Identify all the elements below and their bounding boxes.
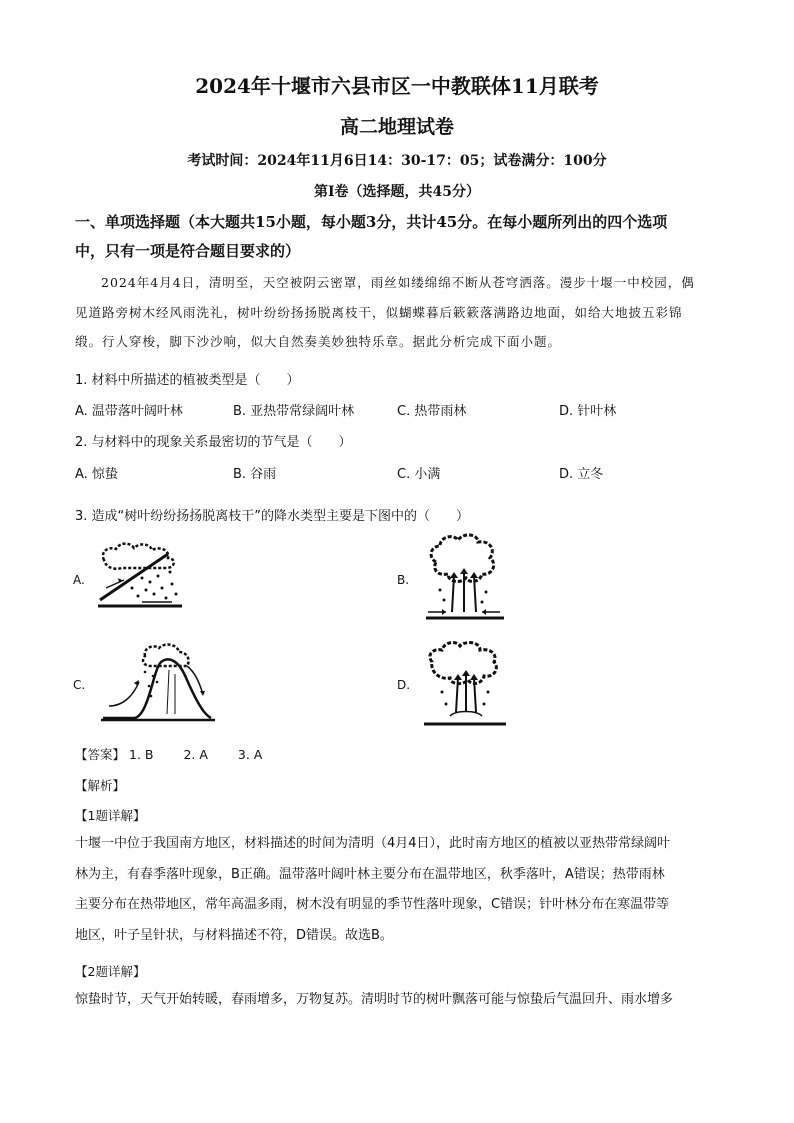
q1-option-a: A. 温带落叶阔叶林 xyxy=(75,404,183,419)
q2-option-b: B. 谷雨 xyxy=(233,467,277,482)
question-1-stem: 1. 材料中所描述的植被类型是（ ） xyxy=(75,373,300,388)
passage-line2: 见道路旁树木经风雨洗礼，树叶纷纷扬扬脱离枝干，似蝴蝶暮后簌簌落满路边地面，如给大地披五彩锦 xyxy=(75,304,683,320)
question-3-stem: 3. 造成“树叶纷纷扬扬脱离枝干”的降水类型主要是下图中的（ ） xyxy=(75,509,470,524)
passage-line1: 2024年4月4日，清明至，天空被阴云密罩，雨丝如缕绵绵不断从苍穹洒落。漫步十堰一中校园，偶 xyxy=(101,275,695,290)
answer-3: 3. A xyxy=(237,747,263,762)
q1-analysis-line: 主要分布在热带地区，常年高温多雨，树木没有明显的季节性落叶现象，C错误；针叶林分布在寒温带等 xyxy=(75,897,670,912)
figure-d-label: D. xyxy=(397,678,411,692)
figure-a-frontal-rain xyxy=(92,540,197,615)
figure-a-label: A. xyxy=(73,573,85,587)
exam-info: 考试时间：2024年11月6日14：30-17：05；试卷满分：100分 xyxy=(187,153,607,169)
answer-2: 2. A xyxy=(183,747,208,762)
part-title: 第Ⅰ卷（选择题，共45分） xyxy=(313,184,481,200)
question-2-stem: 2. 与材料中的现象关系最密切的节气是（ ） xyxy=(75,435,352,450)
answer-label: 【答案】 xyxy=(75,747,126,762)
q2-analysis-line: 惊蛰时节，天气开始转暖，春雨增多，万物复苏。清明时节的树叶飘落可能与惊蛰后气温回升、雨水增多 xyxy=(75,992,674,1007)
q2-option-d: D. 立冬 xyxy=(559,467,604,482)
q2-option-c: C. 小满 xyxy=(397,467,441,482)
figure-b-label: B. xyxy=(397,573,410,587)
answer-row xyxy=(75,745,262,763)
section-heading-line2: 中，只有一项是符合题目要求的） xyxy=(75,242,301,260)
q1-analysis-line: 林为主，有春季落叶现象，B正确。温带落叶阔叶林主要分布在温带地区，秋季落叶，A错误；热带雨林 xyxy=(75,866,665,882)
reading-passage xyxy=(75,268,723,357)
q2-analysis-body xyxy=(75,985,723,1016)
q1-analysis-label: 【1题详解】 xyxy=(75,808,146,823)
q2-option-a: A. 惊蛰 xyxy=(75,467,118,482)
section-heading xyxy=(75,208,725,266)
q1-option-d: D. 针叶林 xyxy=(559,404,617,419)
q1-analysis-line: 十堰一中位于我国南方地区，材料描述的时间为清明（4月4日），此时南方地区的植被以亚热带常绿阔叶 xyxy=(75,836,671,851)
answer-1: 1. B xyxy=(129,747,154,762)
q1-analysis-body xyxy=(75,829,723,951)
q1-option-b: B. 亚热带常绿阔叶林 xyxy=(233,404,355,419)
subject-title: 高二地理试卷 xyxy=(339,116,454,138)
figure-c-orographic-rain xyxy=(95,640,220,725)
figure-d-typhoon-rain xyxy=(420,640,510,730)
q1-option-c: C. 热带雨林 xyxy=(397,404,467,419)
exam-title: 2024年十堰市六县市区一中教联体11月联考 xyxy=(195,74,599,98)
section-heading-line1: 一、单项选择题（本大题共15小题，每小题3分，共计45分。在每小题所列出的四个选项 xyxy=(75,213,668,231)
passage-line3: 缎。行人穿梭，脚下沙沙响，似大自然奏美妙独特乐章。据此分析完成下面小题。 xyxy=(75,334,562,349)
analysis-label: 【解析】 xyxy=(75,778,126,793)
figure-b-convective-rain xyxy=(420,532,510,627)
q2-analysis-label: 【2题详解】 xyxy=(75,964,146,979)
q1-analysis-line: 地区，叶子呈针状，与材料描述不符，D错误。故选B。 xyxy=(75,927,393,943)
figure-c-label: C. xyxy=(73,678,86,692)
